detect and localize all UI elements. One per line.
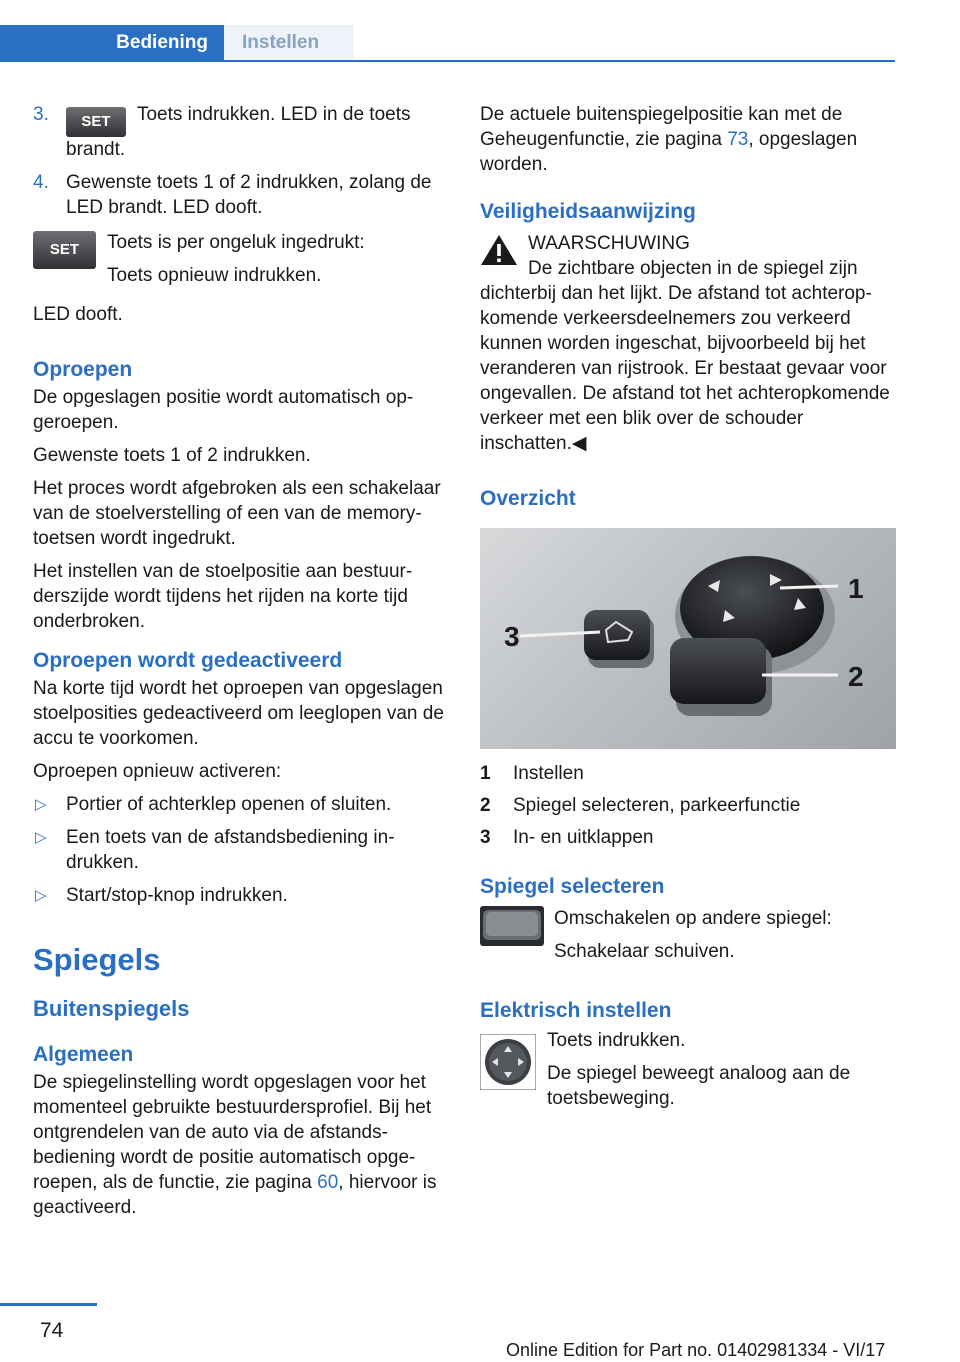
page-number: 74 (40, 1319, 64, 1342)
paragraph: Het proces wordt afgebroken als een schakelaar van de stoelverstelling of een van de memory-toetsen wordt ingedrukt. (33, 478, 441, 549)
legend-list (480, 761, 896, 850)
list-item: ▷ Start/stop-knop indrukken. (35, 885, 288, 906)
step-number: 3. (33, 104, 49, 125)
tab-instellen[interactable]: Instellen (224, 25, 354, 60)
paragraph: Oproepen opnieuw activeren: (33, 761, 282, 782)
step-number: 4. (33, 172, 49, 193)
set-button-icon: SET (66, 107, 126, 137)
mirror-control-photo (480, 528, 896, 749)
instruction-text: Omschakelen op andere spiegel: (554, 908, 832, 929)
page-link-73[interactable]: 73 (727, 129, 749, 150)
instruction-text: De spiegel beweegt analoog aan de toetsbeweging. (547, 1063, 851, 1109)
mirror-selector-switch-icon (480, 906, 544, 946)
section-title-algemeen: Algemeen (33, 1043, 134, 1066)
callout-1: 1 (848, 573, 864, 604)
step-text: Toets indrukken. LED in de toets brandt. (66, 104, 411, 160)
elektrisch-instellen-block (480, 1028, 896, 1119)
legend-item: 3 In- en uitklappen (480, 827, 654, 848)
triangle-bullet-icon: ▷ (35, 796, 47, 813)
mirror-switch-illustration (480, 528, 896, 749)
spiegel-selecteren-block (480, 906, 896, 972)
note-text: LED dooft. (33, 304, 123, 325)
instruction-text: Schakelaar schuiven. (554, 941, 735, 962)
warning-triangle-icon (480, 233, 518, 267)
section-title-buitenspiegels: Buitenspiegels (33, 996, 190, 1021)
chapter-title-spiegels: Spiegels (33, 942, 161, 977)
note-text: Toets opnieuw indrukken. (107, 265, 322, 286)
paragraph: Na korte tijd wordt het oproepen van opgeslagen stoelposities gedeactiveerd om leeglopen van de accu te voorkomen. (33, 678, 444, 749)
paragraph: Gewenste toets 1 of 2 indrukken. (33, 445, 311, 466)
paragraph: De spiegelinstelling wordt opgeslagen voor het momenteel gebruikte bestuurdersprofiel. Bij het ontgrendelen van de auto via de afstandsbediening wordt de positie automatisch opgeroepen, als de functie, zie pagina 60, hiervoor is geactiveerd. (33, 1072, 437, 1218)
step-3 (33, 102, 451, 162)
step-4 (33, 170, 451, 220)
edition-note: Online Edition for Part no. 01402981334 - VI/17 (506, 1340, 886, 1360)
footer-rule (0, 1303, 97, 1306)
section-title-spiegel-selecteren: Spiegel selecteren (480, 875, 665, 898)
legend-item: 2 Spiegel selecteren, parkeerfunctie (480, 795, 801, 816)
note-block (33, 230, 451, 296)
instruction-text: Toets indrukken. (547, 1030, 686, 1051)
section-title-elektrisch-instellen: Elektrisch instellen (480, 999, 672, 1022)
triangle-bullet-icon: ▷ (35, 887, 47, 904)
step-text: Gewenste toets 1 of 2 indrukken, zolang de LED brandt. LED dooft. (66, 172, 432, 218)
paragraph: De actuele buitenspiegelpositie kan met de Geheugenfunctie, zie pagina 73, opgeslagen worden. (480, 104, 858, 175)
section-title-veiligheid: Veiligheidsaanwijzing (480, 200, 696, 223)
tab-bediening[interactable]: Bediening (0, 25, 224, 60)
page-link-60[interactable]: 60 (317, 1172, 339, 1193)
right-column (480, 102, 896, 1125)
list-item: ▷ Een toets van de afstandsbediening indrukken. (35, 827, 395, 873)
set-button-icon: SET (33, 231, 96, 269)
section-title-gedeactiveerd: Oproepen wordt gedeactiveerd (33, 649, 343, 672)
warning-block (480, 231, 896, 456)
triangle-bullet-icon: ▷ (35, 829, 47, 846)
list-item: ▷ Portier of achterklep openen of sluiten. (35, 794, 392, 815)
warning-text: dichterbij dan het lijkt. De afstand tot achteropkomende verkeersdeelnemers zou verkeerd kunnen worden ingeschat, bijvoorbeeld bij het veranderen van rijstrook. Er bestaat gevaar voor ongevallen. De afstand tot het achteropkomende verkeer met een blik over de schouder inschatten.◀ (480, 283, 890, 454)
callout-2: 2 (848, 661, 864, 692)
legend-item: 1 Instellen (480, 763, 584, 784)
warning-text: De zichtbare objecten in de spiegel zijn (528, 258, 858, 279)
note-text: Toets is per ongeluk ingedrukt: (107, 232, 365, 253)
left-column (33, 102, 451, 1228)
paragraph: Het instellen van de stoelpositie aan bestuurderszijde wordt tijdens het rijden na korte tijd onderbroken. (33, 561, 413, 632)
section-title-oproepen: Oproepen (33, 358, 133, 381)
warning-heading: WAARSCHUWING (528, 233, 690, 254)
header-bar (0, 25, 895, 62)
paragraph: De opgeslagen positie wordt automatisch opgeroepen. (33, 387, 414, 433)
mirror-adjust-knob-icon (480, 1034, 536, 1090)
section-title-overzicht: Overzicht (480, 487, 576, 510)
callout-3: 3 (504, 621, 520, 652)
